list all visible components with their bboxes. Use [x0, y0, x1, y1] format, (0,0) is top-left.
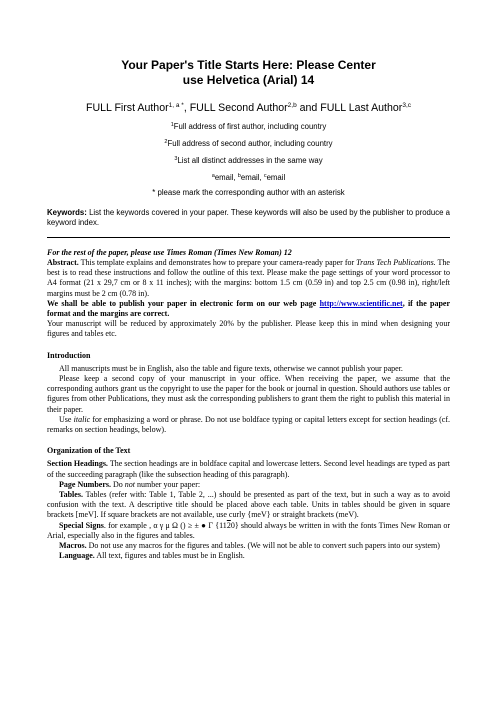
- keywords: [47, 208, 450, 229]
- macros-paragraph: Macros. Do not use any macros for the figures and tables. (We will not be able to convert such papers into our system): [59, 541, 440, 551]
- introduction-heading: Introduction: [47, 350, 91, 360]
- corresponding-note: * please mark the corresponding author with an asterisk: [152, 188, 345, 197]
- publish-note: We shall be able to publish your paper in electronic form on our web page http://www.scientific.net, if the paper format and the margins are correct.: [47, 298, 450, 319]
- abstract: Abstract. This template explains and demonstrates how to prepare your camera-ready paper for Trans Tech Publications. The best is to read these instructions and follow the outline of this text. Please make the page settings of your word processor to A4 format (21 x 29,7 cm or 8 x 11 inches); with the margins: bottom 1.5 cm (0.59 in) and top 2.5 cm (0.98 in), right/left margins must be 2 cm (0.78 in).: [47, 258, 450, 298]
- affiliation-2: $^2$Full address of second author, including country: [164, 139, 333, 148]
- affiliation-3: $^3$List all distinct addresses in the same way: [174, 156, 323, 165]
- reduction-note: Your manuscript will be reduced by approximately 20% by the publisher. Please keep this in mind when designing your figures and tables etc.: [47, 319, 450, 339]
- author-1-sup: 1, a *: [168, 102, 184, 109]
- font-instruction: For the rest of the paper, please use Times Roman (Times New Roman) 12: [47, 247, 292, 257]
- author-3-sup: 3,c: [402, 102, 411, 109]
- intro-paragraph-1: All manuscripts must be in English, also the table and figure texts, otherwise we cannot publish your paper.: [59, 363, 403, 373]
- author-1: FULL First Author: [86, 102, 169, 114]
- intro-paragraph-2: Please keep a second copy of your manuscript in your office. When receiving the paper, we assume that the corresponding authors grant us the copyright to use the paper for the book or journal in question. Should authors use tables or figures from other Publications, they must ask the corresponding publishers to grant them the right to publish this material in their paper.: [47, 374, 450, 414]
- language-paragraph: Language. All text, figures and tables must be in English.: [59, 551, 245, 561]
- title-line-2: use Helvetica (Arial) 14: [182, 73, 315, 87]
- affiliation-1: $^1$Full address of first author, including country: [170, 122, 327, 131]
- paper-page: [47, 58, 450, 562]
- keywords-label: Keywords:: [47, 208, 87, 217]
- intro-paragraph-3: Use italic for emphasizing a word or phrase. Do not use boldface typing or capital letters except for section headings (cf. remarks on section headings, below).: [47, 414, 450, 435]
- author-3: and FULL Last Author: [296, 102, 403, 114]
- author-2-sup: 2,b: [287, 102, 297, 109]
- paper-title: [47, 58, 450, 88]
- keywords-text: List the keywords covered in your paper. These keywords will also be used by the publisher to produce a keyword index.: [47, 208, 450, 228]
- special-signs-paragraph: Special Signs. for example , α γ μ Ω () ≥ ± ● Γ {1120} should always be written in with the fonts Times New Roman or Arial, especially also in the figures and tables.: [47, 520, 450, 540]
- organization-heading: Organization of the Text: [47, 446, 131, 456]
- title-line-1: Your Paper's Title Starts Here: Please Center: [121, 58, 376, 72]
- separator-line: [47, 237, 450, 238]
- affiliations: [47, 120, 450, 198]
- tables-paragraph: Tables. Tables (refer with: Table 1, Table 2, ...) should be presented as part of the text, but in such a way as to avoid confusion with the text. A descriptive title should be placed above each table. Units in tables should be given in square brackets [meV]. If square brackets are not available, use curly {meV} or straight brackets (meV).: [47, 490, 450, 520]
- author-2: , FULL Second Author: [183, 102, 288, 114]
- section-headings-paragraph: Section Headings. The section headings are in boldface capital and lowercase letters. Second level headings are typed as part of the succeeding paragraph (like the subsection heading of this paragraph).: [47, 459, 450, 479]
- paper-body: [47, 248, 450, 562]
- page-numbers-paragraph: Page Numbers. Do not number your paper:: [59, 479, 201, 489]
- author-line: [47, 99, 450, 115]
- website-link[interactable]: http://www.scientific.net: [319, 298, 403, 308]
- email-line: $^a$email, $^b$email, $^c$email: [211, 173, 286, 182]
